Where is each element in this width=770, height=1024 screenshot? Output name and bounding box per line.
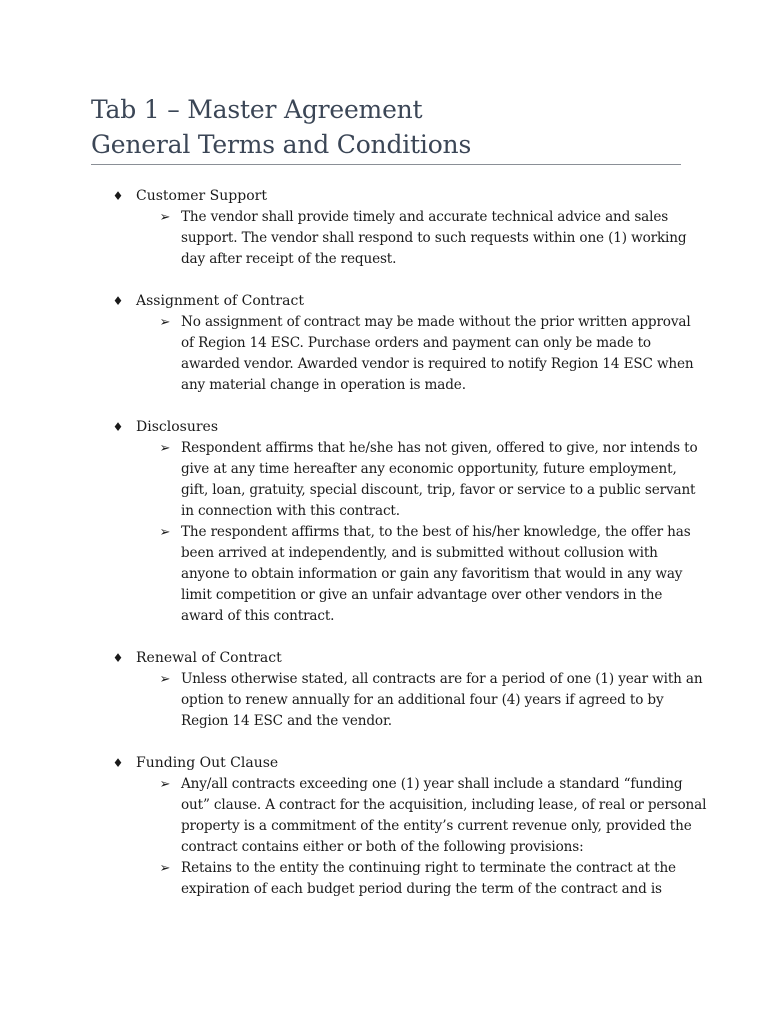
title-divider <box>91 164 681 165</box>
text-line: awarded vendor. Awarded vendor is required to notify Region 14 ESC when <box>181 356 694 372</box>
text-line: The respondent affirms that, to the best of his/her knowledge, the offer has <box>181 524 691 540</box>
section-customer-support <box>0 186 770 270</box>
text-line: option to renew annually for an additional four (4) years if agreed to by <box>181 692 664 708</box>
title-line-2: General Terms and Conditions <box>91 130 472 159</box>
text-line: The vendor shall provide timely and accurate technical advice and sales <box>181 209 669 225</box>
text-line: limit competition or give an unfair advantage over other vendors in the <box>181 587 663 603</box>
page-title <box>91 92 681 162</box>
text-line: No assignment of contract may be made without the prior written approval <box>181 314 691 330</box>
diamond-bullet-icon: ♦ <box>112 189 124 203</box>
section-funding-out-clause <box>0 753 770 900</box>
text-line: support. The vendor shall respond to such requests within one (1) working <box>181 230 687 246</box>
text-line: day after receipt of the request. <box>181 251 397 267</box>
text-line: property is a commitment of the entity’s current revenue only, provided the <box>181 818 692 834</box>
list-item <box>0 207 687 270</box>
list-item <box>0 312 694 396</box>
text-line: give at any time hereafter any economic opportunity, future employment, <box>181 461 677 477</box>
section-heading <box>0 648 770 669</box>
list-item <box>0 774 707 858</box>
arrow-bullet-icon: ➢ <box>159 441 171 456</box>
diamond-bullet-icon: ♦ <box>112 420 124 434</box>
section-title: Renewal of Contract <box>136 650 282 666</box>
text-line: Region 14 ESC and the vendor. <box>181 713 392 729</box>
section-heading <box>0 417 770 438</box>
terms-list <box>0 186 770 921</box>
text-line: award of this contract. <box>181 608 335 624</box>
list-item <box>0 438 698 522</box>
text-line: gift, loan, gratuity, special discount, trip, favor or service to a public servant <box>181 482 696 498</box>
arrow-bullet-icon: ➢ <box>159 525 171 540</box>
list-item <box>0 522 691 627</box>
section-assignment-of-contract <box>0 291 770 396</box>
text-line: Respondent affirms that he/she has not given, offered to give, nor intends to <box>181 440 698 456</box>
text-line: of Region 14 ESC. Purchase orders and payment can only be made to <box>181 335 651 351</box>
section-title: Funding Out Clause <box>136 755 279 771</box>
section-title: Disclosures <box>136 419 218 435</box>
list-item <box>0 669 703 732</box>
arrow-bullet-icon: ➢ <box>159 315 171 330</box>
text-line: expiration of each budget period during the term of the contract and is <box>181 881 662 897</box>
text-line: Unless otherwise stated, all contracts are for a period of one (1) year with an <box>181 671 703 687</box>
arrow-bullet-icon: ➢ <box>159 210 171 225</box>
section-renewal-of-contract <box>0 648 770 732</box>
diamond-bullet-icon: ♦ <box>112 294 124 308</box>
arrow-bullet-icon: ➢ <box>159 861 171 876</box>
title-line-1: Tab 1 – Master Agreement <box>91 95 423 124</box>
text-line: anyone to obtain information or gain any favoritism that would in any way <box>181 566 683 582</box>
list-item <box>0 858 681 900</box>
text-line: Retains to the entity the continuing right to terminate the contract at the <box>181 860 676 876</box>
section-title: Assignment of Contract <box>136 293 304 309</box>
arrow-bullet-icon: ➢ <box>159 777 171 792</box>
section-heading <box>0 186 770 207</box>
diamond-bullet-icon: ♦ <box>112 651 124 665</box>
text-line: Any/all contracts exceeding one (1) year shall include a standard “funding <box>181 776 683 792</box>
text-line: in connection with this contract. <box>181 503 400 519</box>
text-line: out” clause. A contract for the acquisition, including lease, of real or personal <box>181 797 707 813</box>
section-heading <box>0 291 770 312</box>
section-disclosures <box>0 417 770 627</box>
diamond-bullet-icon: ♦ <box>112 756 124 770</box>
section-title: Customer Support <box>136 188 267 204</box>
section-heading <box>0 753 770 774</box>
arrow-bullet-icon: ➢ <box>159 672 171 687</box>
text-line: contract contains either or both of the following provisions: <box>181 839 584 855</box>
text-line: any material change in operation is made. <box>181 377 466 393</box>
text-line: been arrived at independently, and is submitted without collusion with <box>181 545 658 561</box>
